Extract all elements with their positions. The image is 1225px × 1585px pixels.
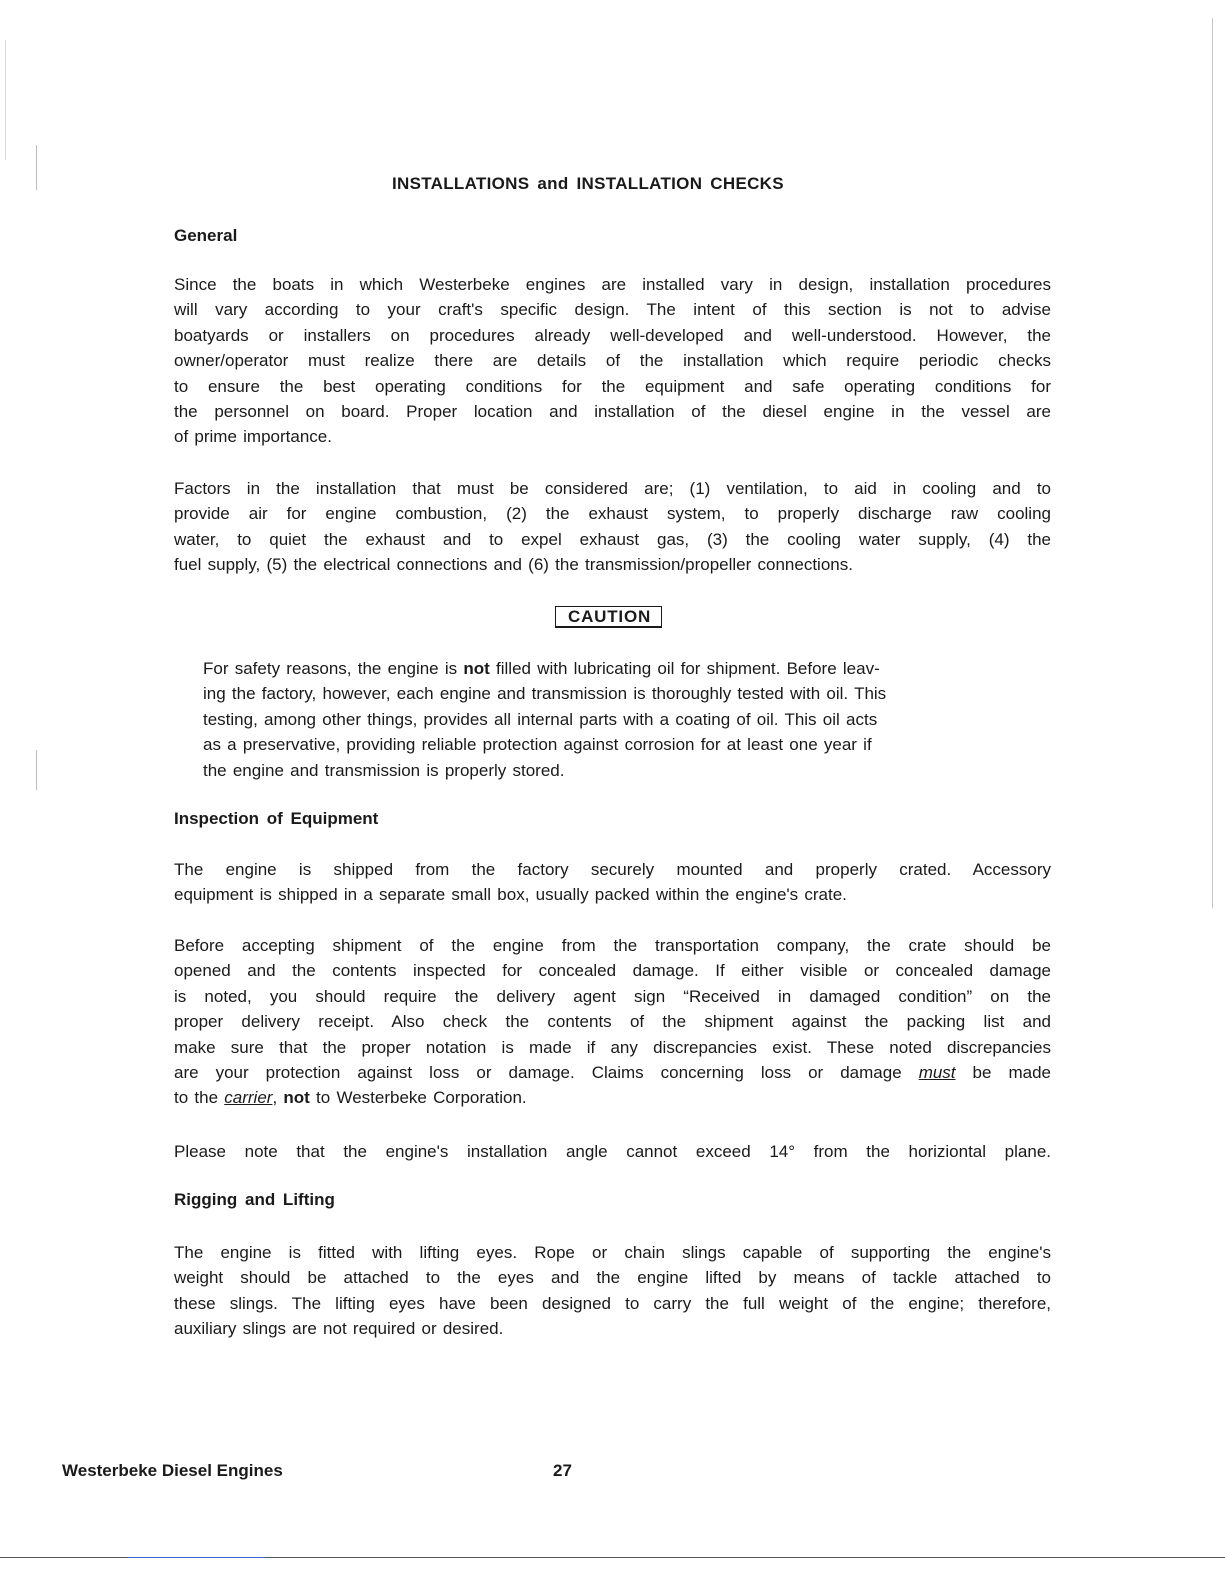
text-line: as a preservative, providing reliable protection against corrosion for at least one year if [203,735,872,755]
text-line: auxiliary slings are not required or desired. [174,1319,504,1339]
emphasis-underline: carrier [224,1088,273,1108]
general-paragraph-2 [174,476,1051,578]
text-line [203,656,1037,681]
inspection-paragraph-1 [174,857,1051,908]
text-line: fuel supply, (5) the electrical connections and (6) the transmission/propeller connections. [174,555,853,575]
footer-brand: Westerbeke Diesel Engines [62,1461,283,1480]
text-line: weight should be attached to the eyes and the engine lifted by means of tackle attached to [174,1268,1051,1288]
text-line: these slings. The lifting eyes have been designed to carry the full weight of the engine; therefore, [174,1293,1051,1313]
text-line: The engine is fitted with lifting eyes. Rope or chain slings capable of supporting the engine's [174,1243,1051,1262]
heading-inspection: Inspection of Equipment [174,809,379,828]
inspection-paragraph-3 [174,1139,1051,1164]
scan-edge-mark [1212,18,1213,908]
caution-label: CAUTION [555,606,662,628]
page-number: 27 [553,1461,572,1480]
text-span: to Westerbeke Corporation. [309,1088,527,1108]
page-title: INSTALLATIONS and INSTALLATION CHECKS [392,174,784,193]
text-line: ing the factory, however, each engine and transmission is thoroughly tested with oil. This [203,684,887,704]
general-paragraph-1 [174,272,1051,450]
text-line: of prime importance. [174,427,332,447]
caution-paragraph [203,656,1037,783]
text-span: , [272,1088,284,1108]
text-line [174,1060,1051,1085]
text-span: are your protection against loss or damage. Claims concerning loss or damage [174,1063,919,1083]
text-line: make sure that the proper notation is made if any discrepancies exist. These noted discrepancies [174,1037,1051,1057]
text-line [174,1085,1051,1110]
text-line: opened and the contents inspected for concealed damage. If either visible or concealed damage [174,961,1051,981]
text-line: will vary according to your craft's specific design. The intent of this section is not to advise [174,300,1051,320]
emphasis-bold: not [283,1088,310,1108]
text-line: the personnel on board. Proper location and installation of the diesel engine in the vessel are [174,402,1051,422]
emphasis-bold: not [463,659,490,678]
text-line: proper delivery receipt. Also check the contents of the shipment against the packing list and [174,1012,1051,1032]
text-line: water, to quiet the exhaust and to expel exhaust gas, (3) the cooling water supply, (4) the [174,529,1051,549]
text-line: testing, among other things, provides all internal parts with a coating of oil. This oil acts [203,709,878,729]
scan-edge-mark [36,750,37,790]
emphasis-underline: must [918,1063,956,1083]
text-line: Before accepting shipment of the engine from the transportation company, the crate should be [174,936,1051,955]
text-line: to ensure the best operating conditions for the equipment and safe operating conditions for [174,376,1051,396]
heading-general: General [174,226,238,245]
text-line: The engine is shipped from the factory securely mounted and properly crated. Accessory [174,860,1051,879]
text-line: provide air for engine combustion, (2) the exhaust system, to properly discharge raw cooling [174,504,1051,524]
text-line: Please note that the engine's installation angle cannot exceed 14° from the horiziontal plane. [174,1142,1051,1161]
rigging-paragraph-1 [174,1240,1051,1342]
text-span: For safety reasons, the engine is [203,659,464,678]
text-span: filled with lubricating oil for shipment. Before leav- [489,659,880,678]
text-line: Since the boats in which Westerbeke engines are installed vary in design, installation procedures [174,275,1051,294]
text-line: owner/operator must realize there are details of the installation which require periodic checks [174,351,1051,371]
caution-box [555,606,662,628]
inspection-paragraph-2 [174,933,1051,1111]
text-line: boatyards or installers on procedures already well-developed and well-understood. However, the [174,325,1051,345]
text-span: to the [174,1088,225,1108]
text-line: equipment is shipped in a separate small box, usually packed within the engine's crate. [174,885,847,905]
bottom-link-underline [128,1557,266,1558]
scan-edge-mark [36,145,37,190]
text-span: be made [955,1063,1051,1083]
text-line: the engine and transmission is properly stored. [203,760,565,780]
text-line: Factors in the installation that must be considered are; (1) ventilation, to aid in cooling and to [174,479,1051,498]
heading-rigging: Rigging and Lifting [174,1190,335,1209]
text-line: is noted, you should require the delivery agent sign “Received in damaged condition” on the [174,986,1051,1006]
scan-edge-mark [5,40,6,160]
